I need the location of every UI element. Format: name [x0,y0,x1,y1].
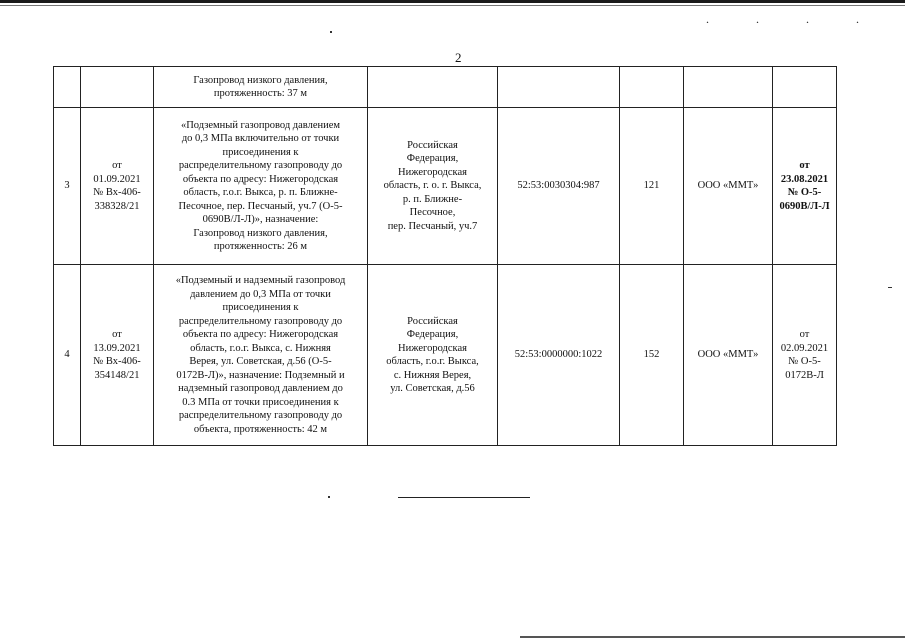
top-scan-edge [0,0,905,3]
object-description-cell: Газопровод низкого давления, протяженность: 37 м [154,67,368,108]
decision-cell: от 02.09.2021 № О-5- 0172В-Л [773,265,837,446]
incoming-request-cell: от 01.09.2021 № Вх-406- 338328/21 [81,108,154,265]
page-number: 2 [455,50,462,65]
address-cell: Российская Федерация, Нижегородская область, г.о.г. Выкса, с. Нижняя Верея, ул. Советская, д.56 [368,265,498,446]
registry-table [53,66,837,446]
applicant-cell: ООО «ММТ» [684,108,773,265]
applicant-cell: ООО «ММТ» [684,265,773,446]
decision-cell [773,67,837,108]
row-number-cell [54,67,81,108]
table-row [54,108,837,265]
address-cell: Российская Федерация, Нижегородская область, г. о. г. Выкса, р. п. Ближне- Песочное, пер. Песчаный, уч.7 [368,108,498,265]
address-cell [368,67,498,108]
applicant-cell [684,67,773,108]
scan-speck [330,31,332,33]
bottom-scan-edge [520,636,905,638]
table-row [54,67,837,108]
cadastral-number-cell: 52:53:0030304:987 [498,108,620,265]
incoming-request-cell [81,67,154,108]
scan-speck [328,496,330,498]
scan-speck [888,287,892,288]
incoming-request-cell: от 13.09.2021 № Вх-406- 354148/21 [81,265,154,446]
decision-cell: от 23.08.2021 № О-5- 0690В/Л-Л [773,108,837,265]
row-number-cell: 3 [54,108,81,265]
end-of-document-line [398,497,530,498]
top-scan-edge-thin [0,5,905,6]
object-description-cell: «Подземный газопровод давлением до 0,3 МПа включительно от точки присоединения к распределительному газопроводу до объекта по адресу: Нижегородская область, г.о.г. Выкса, р. п. Ближне- Песочное, пер. Песчаный, уч.7 (О-5- 0690В/Л-Л)», назначение: Газопровод низкого давления, протяженность: 26 м [154,108,368,265]
area-cell [620,67,684,108]
object-description-cell: «Подземный и надземный газопровод давлением до 0,3 МПа от точки присоединения к распределительному газопроводу до объекта по адресу: Нижегородская область, г.о.г. Выкса, с. Нижняя Верея, ул. Советская, д.56 (О-5- 0172В-Л)», назначение: Подземный и надземный газопровод давлением до 0.3 МПа от точки присоединения к распределительному газопроводу до объекта, протяженность: 42 м [154,265,368,446]
table-row [54,265,837,446]
cadastral-number-cell: 52:53:0000000:1022 [498,265,620,446]
area-cell: 152 [620,265,684,446]
area-cell: 121 [620,108,684,265]
scan-dots: . . . . [706,12,881,26]
cadastral-number-cell [498,67,620,108]
row-number-cell: 4 [54,265,81,446]
